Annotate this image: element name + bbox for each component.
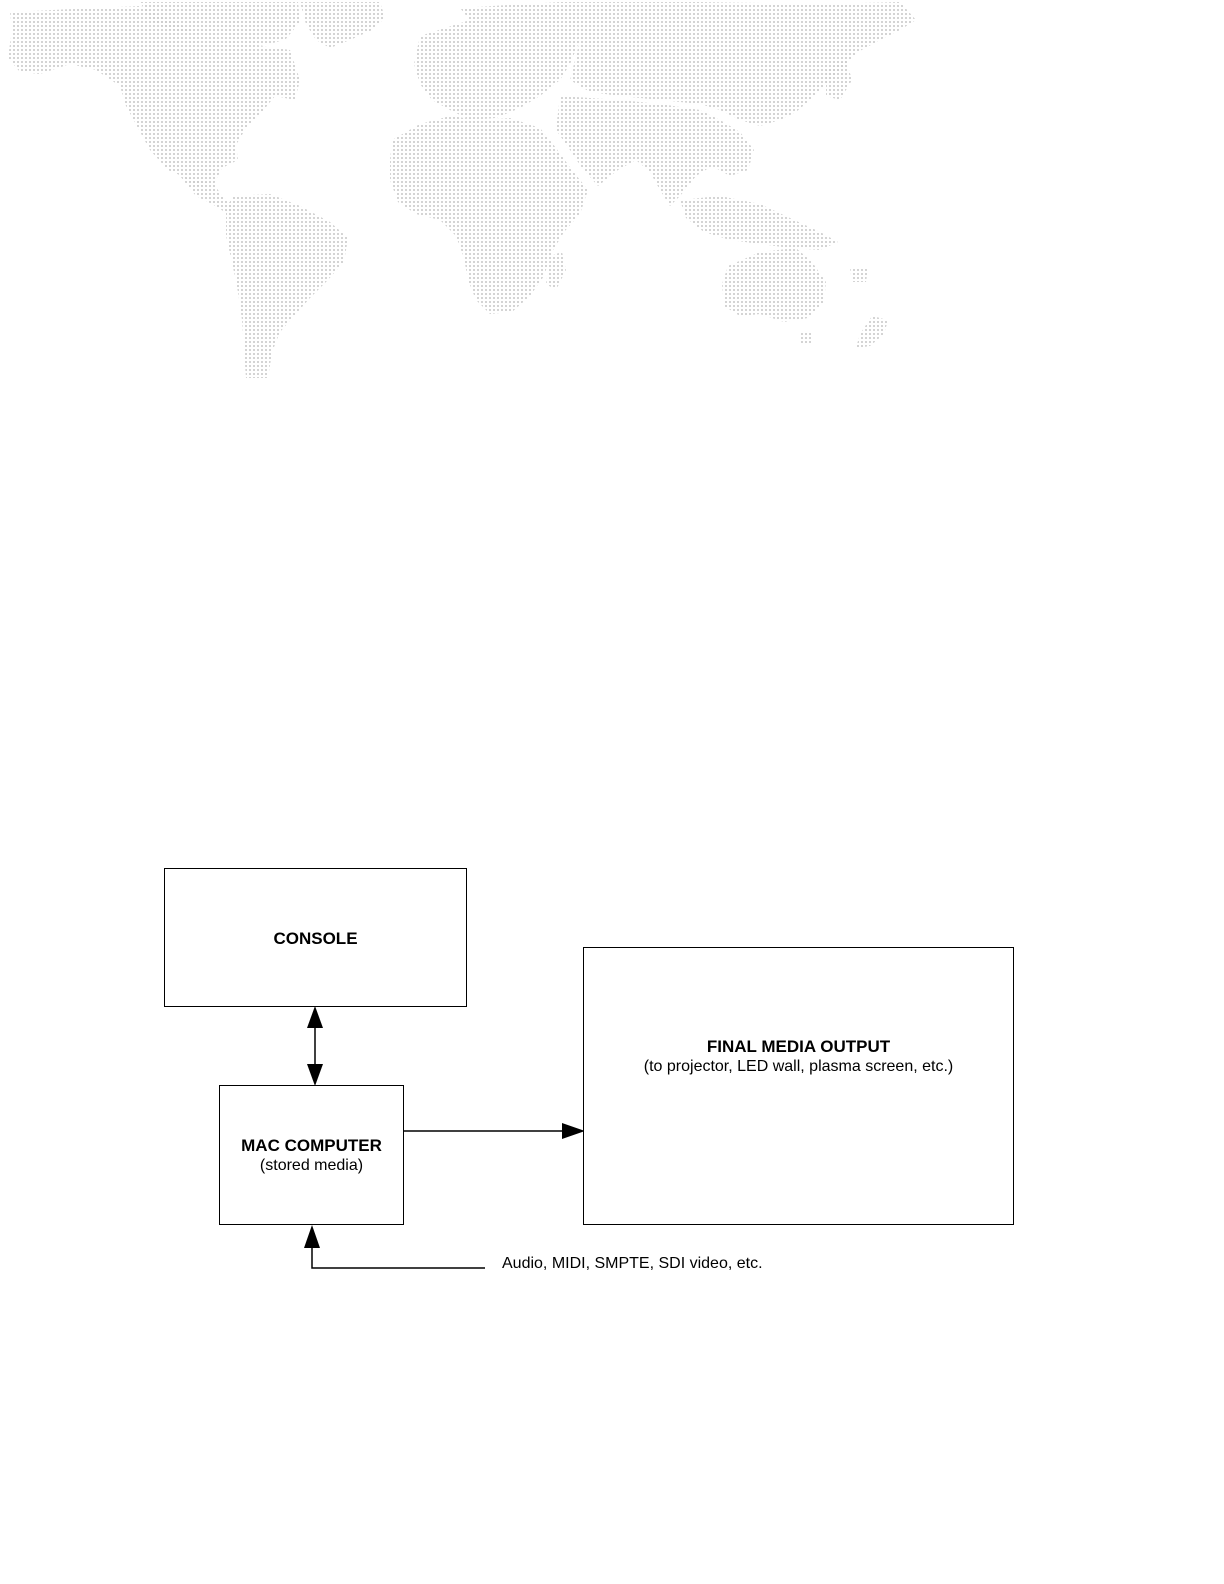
inputs-label: Audio, MIDI, SMPTE, SDI video, etc. xyxy=(502,1255,763,1272)
mac-output-connector xyxy=(404,1123,585,1139)
mac-computer-box xyxy=(219,1085,404,1225)
arrowhead-right-icon xyxy=(562,1123,585,1139)
mac-computer-subtitle: (stored media) xyxy=(259,1156,364,1174)
mac-computer-title: MAC COMPUTER xyxy=(241,1135,382,1155)
console-mac-connector xyxy=(307,1006,323,1086)
final-output-subtitle: (to projector, LED wall, plasma screen, etc.) xyxy=(643,1057,954,1075)
input-connector xyxy=(304,1225,485,1268)
arrowhead-up-icon xyxy=(307,1006,323,1028)
console-box xyxy=(164,868,467,1007)
console-title: CONSOLE xyxy=(273,929,358,948)
arrowhead-down-icon xyxy=(307,1064,323,1086)
arrowhead-up-input-icon xyxy=(304,1225,320,1248)
final-output-title: FINAL MEDIA OUTPUT xyxy=(706,1036,891,1056)
final-media-output-box xyxy=(583,947,1014,1225)
